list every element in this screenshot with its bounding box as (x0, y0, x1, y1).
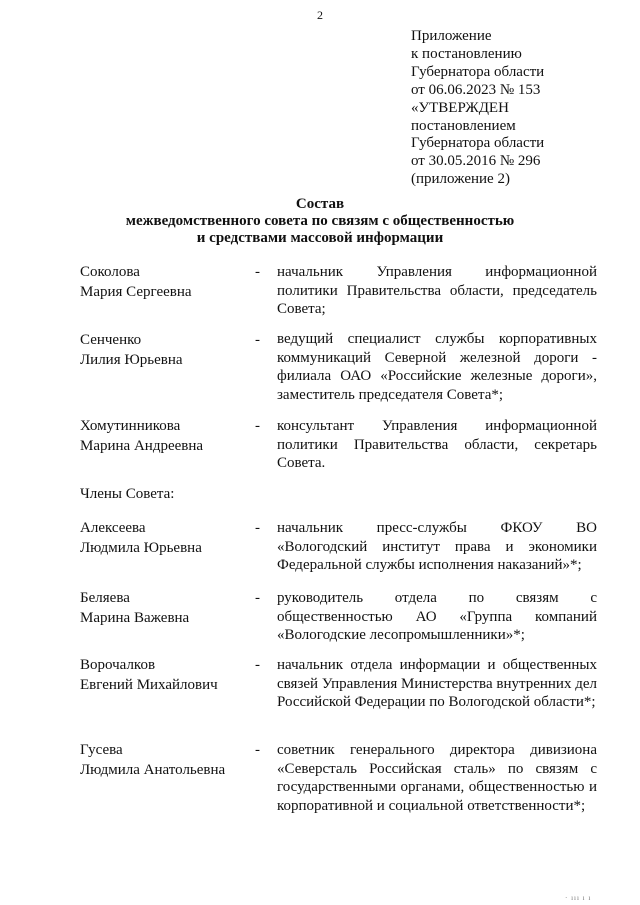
appendix-line: от 06.06.2023 № 153 (411, 81, 541, 98)
dash: - (255, 657, 260, 673)
title-line: Состав (295, 196, 345, 212)
given-names: Мария Сергеевна (80, 284, 192, 300)
person-name (80, 330, 183, 370)
title-line: межведомственного совета по связям с общественностью (125, 213, 515, 229)
page-number: 2 (317, 8, 323, 22)
surname: Соколова (80, 264, 140, 280)
dash: - (255, 742, 260, 758)
person-name (80, 416, 203, 456)
person-role: начальник пресс-службы ФКОУ ВО «Вологодский институт права и экономики Федеральной службы исполнения наказаний»*; (277, 520, 597, 573)
surname: Беляева (80, 590, 130, 606)
surname: Сенченко (80, 332, 142, 348)
dash: - (255, 418, 260, 434)
surname: Гусева (80, 742, 123, 758)
person-name (80, 588, 189, 628)
person-name (80, 262, 192, 302)
appendix-line: к постановлению (411, 45, 522, 62)
person-role: начальник Управления информационной политики Правительства области, председатель Совета; (277, 264, 597, 317)
person-role: консультант Управления информационной политики Правительства области, секретарь Совета. (277, 418, 597, 471)
surname: Ворочалков (80, 657, 156, 673)
dash: - (255, 520, 260, 536)
appendix-line: постановлением (411, 117, 516, 134)
surname: Алексеева (80, 520, 146, 536)
dash: - (255, 590, 260, 606)
given-names: Людмила Анатольевна (80, 762, 226, 778)
person-role: ведущий специалист службы корпоративных коммуникаций Северной железной дороги - филиала ОАО «Российские железные дороги», заместитель председателя Совета*; (277, 331, 597, 403)
given-names: Марина Андреевна (80, 438, 204, 454)
document-title (0, 196, 640, 247)
person-role: руководитель отдела по связям с общественностью АО «Группа компаний «Вологодские лесопромышленники»*; (277, 590, 597, 643)
person-role: начальник отдела информации и общественных связей Управления Министерства внутренних дел Российской Федерации по Вологодской области*; (277, 657, 597, 710)
appendix-line: Губернатора области (411, 135, 545, 152)
given-names: Лилия Юрьевна (80, 352, 183, 368)
given-names: Людмила Юрьевна (80, 540, 202, 556)
dash: - (255, 264, 260, 280)
appendix-line: (приложение 2) (411, 171, 510, 188)
person-name (80, 518, 202, 558)
appendix-line: «УТВЕРЖДЕН (411, 99, 509, 116)
scan-marks: · ııı ı ı (565, 894, 592, 902)
title-line: и средствами массовой информации (196, 230, 444, 246)
appendix-block (411, 28, 544, 189)
appendix-line: Приложение (411, 28, 492, 44)
appendix-line: Губернатора области (411, 63, 545, 80)
appendix-line: от 30.05.2016 № 296 (411, 153, 541, 170)
dash: - (255, 332, 260, 348)
person-role: советник генерального директора дивизиона «Северсталь Российская сталь» по связям с государственными органами, общественностью и корпоративной и социальной ответственности*; (277, 742, 597, 814)
given-names: Евгений Михайлович (80, 677, 218, 693)
surname: Хомутинникова (80, 418, 181, 434)
person-name (80, 740, 225, 780)
person-name (80, 655, 218, 695)
given-names: Марина Важевна (80, 610, 190, 626)
members-header: Члены Совета: (80, 486, 175, 502)
